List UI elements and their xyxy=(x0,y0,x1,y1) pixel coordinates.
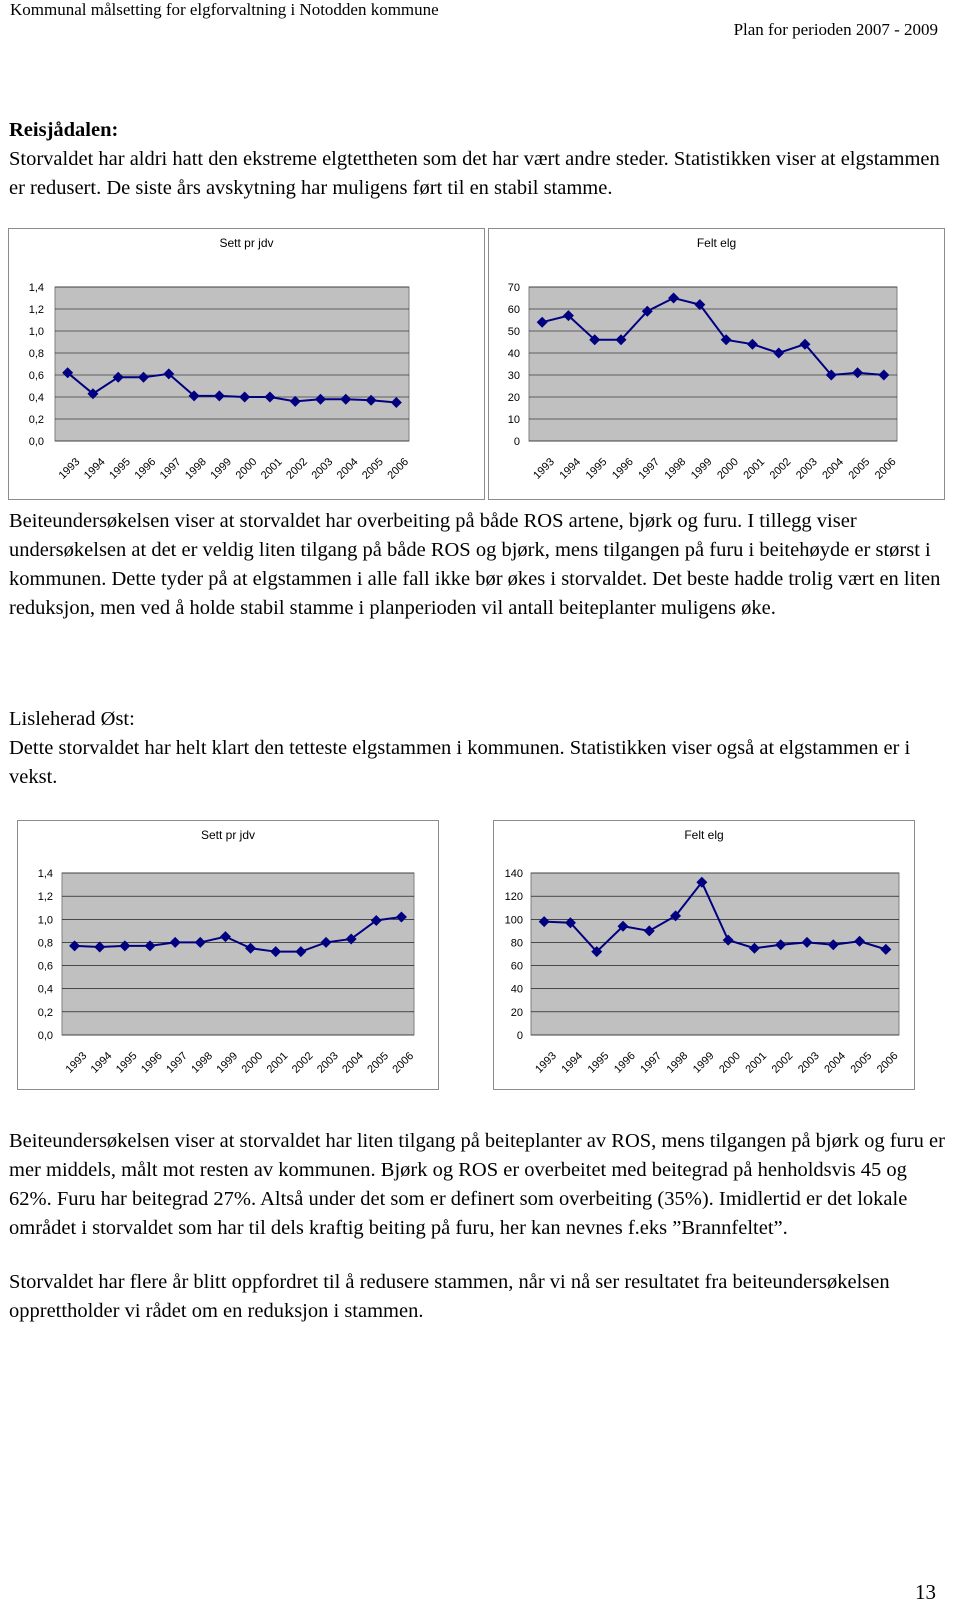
y-tick-label: 60 xyxy=(507,304,520,316)
y-tick-label: 60 xyxy=(510,960,523,973)
section-lisleherad-body-2: Storvaldet har flere år blitt oppfordret til å redusere stammen, når vi nå ser resultatet fra beiteundersøkelsen opprettholder vi rådet om en reduksjon i stammen. xyxy=(9,1271,890,1322)
y-tick-label: 40 xyxy=(510,983,523,996)
x-tick-label: 1999 xyxy=(690,1049,717,1076)
x-tick-label: 2006 xyxy=(390,1049,417,1076)
x-tick-label: 2002 xyxy=(289,1049,316,1076)
section-lisleherad-body-1: Beiteundersøkelsen viser at storvaldet har liten tilgang på beiteplanter av ROS, mens tilgangen på bjørk og furu er mer middels, målt mot resten av kommunen. Bjørk og ROS er overbeitet med beitegrad på henholdsvis 45 og 62%. Furu har beitegrad 27%. Altså under det som er definert som overbeiting (35%). Imidlertid er det lokale området i storvaldet som har til dels kraftig beiting på furu, her kan nevnes f.eks ”Brannfeltet”. xyxy=(9,1130,945,1239)
chart-title: Sett pr jdv xyxy=(219,236,274,250)
y-tick-label: 0,4 xyxy=(28,392,44,404)
x-tick-label: 1995 xyxy=(113,1049,140,1076)
y-tick-label: 1,4 xyxy=(28,282,44,294)
x-tick-label: 2005 xyxy=(360,455,386,482)
chart-felt-elg-2 xyxy=(493,820,915,1090)
y-tick-label: 0,2 xyxy=(37,1006,53,1019)
chart-title: Sett pr jdv xyxy=(200,828,256,842)
y-tick-label: 0,2 xyxy=(28,414,44,426)
plot-area xyxy=(531,873,899,1035)
page-number: 13 xyxy=(915,1580,936,1604)
chart-title: Felt elg xyxy=(696,236,737,250)
x-tick-label: 2001 xyxy=(258,455,285,482)
section-heading: Reisjådalen: xyxy=(9,119,119,141)
x-tick-label: 2001 xyxy=(741,455,768,482)
x-tick-label: 1994 xyxy=(88,1049,115,1076)
x-tick-label: 2003 xyxy=(309,455,336,482)
y-tick-label: 100 xyxy=(504,914,523,927)
y-tick-label: 80 xyxy=(510,937,523,950)
x-tick-label: 1997 xyxy=(164,1049,190,1076)
x-tick-label: 1993 xyxy=(533,1049,559,1076)
x-tick-label: 2006 xyxy=(872,455,899,482)
x-tick-label: 1999 xyxy=(688,455,715,482)
plot-area xyxy=(529,287,897,441)
x-tick-label: 2004 xyxy=(334,455,361,482)
x-tick-label: 1993 xyxy=(56,455,83,482)
x-tick-label: 1993 xyxy=(63,1049,90,1076)
x-tick-label: 2002 xyxy=(767,455,794,482)
y-tick-label: 1,0 xyxy=(28,326,44,338)
section-lisleherad xyxy=(9,705,949,792)
x-tick-label: 1996 xyxy=(132,455,159,482)
x-tick-label: 2002 xyxy=(284,455,310,482)
x-tick-label: 1999 xyxy=(208,455,235,482)
y-tick-label: 0,6 xyxy=(37,960,53,973)
x-tick-label: 2006 xyxy=(385,455,412,482)
section-reisjadalen xyxy=(9,116,949,203)
y-tick-label: 20 xyxy=(507,392,520,404)
x-tick-label: 1994 xyxy=(557,455,584,482)
y-tick-label: 140 xyxy=(504,868,523,880)
x-tick-label: 2000 xyxy=(717,1049,743,1076)
x-tick-label: 1998 xyxy=(183,455,209,482)
x-tick-label: 2005 xyxy=(848,1049,875,1076)
x-tick-label: 2003 xyxy=(793,455,820,482)
y-tick-label: 30 xyxy=(507,370,520,382)
x-tick-label: 1997 xyxy=(636,455,663,482)
chart-title: Felt elg xyxy=(684,828,724,842)
y-tick-label: 70 xyxy=(507,282,520,294)
x-tick-label: 1995 xyxy=(583,455,610,482)
section-reisjadalen-body: Beiteundersøkelsen viser at storvaldet har overbeiting på både ROS artene, bjørk og furu. I tillegg viser undersøkelsen at det er veldig liten tilgang på både ROS og bjørk, mens tilgangen på furu i beitehøyde er størst i kommunen. Dette tyder på at elgstammen i alle fall ikke bør økes i storvaldet. Det beste hadde trolig vært en liten reduksjon, men ved å holde stabil stamme i planperioden vil antall beiteplanter muligens øke. xyxy=(9,510,941,619)
x-tick-label: 2003 xyxy=(795,1049,822,1076)
y-tick-label: 0,8 xyxy=(28,348,44,360)
y-tick-label: 0,0 xyxy=(37,1030,53,1042)
y-tick-label: 0,0 xyxy=(28,436,44,448)
x-tick-label: 1995 xyxy=(585,1049,612,1076)
x-tick-label: 2005 xyxy=(365,1049,392,1076)
x-tick-label: 1998 xyxy=(662,455,689,482)
y-tick-label: 1,4 xyxy=(37,868,53,880)
x-tick-label: 2000 xyxy=(233,455,260,482)
x-tick-label: 1994 xyxy=(81,455,108,482)
x-tick-label: 1994 xyxy=(559,1049,586,1076)
x-tick-label: 1998 xyxy=(664,1049,691,1076)
x-tick-label: 2001 xyxy=(264,1049,291,1076)
y-tick-label: 1,2 xyxy=(28,304,44,316)
header-title: Kommunal målsetting for elgforvaltning i Notodden kommune xyxy=(10,0,439,19)
x-tick-label: 2002 xyxy=(769,1049,796,1076)
x-tick-label: 1996 xyxy=(611,1049,638,1076)
y-tick-label: 1,2 xyxy=(37,891,53,904)
y-tick-label: 40 xyxy=(507,348,520,360)
chart-felt-elg-1 xyxy=(488,228,945,500)
plot-area xyxy=(55,287,409,441)
x-tick-label: 2000 xyxy=(239,1049,266,1076)
y-tick-label: 20 xyxy=(510,1006,523,1019)
x-tick-label: 2003 xyxy=(314,1049,341,1076)
x-tick-label: 1998 xyxy=(189,1049,216,1076)
section-intro: Storvaldet har aldri hatt den ekstreme elgtettheten som det har vært andre steder. Statistikken viser at elgstammen er redusert. De siste års avskytning har muligens ført til en stabil stamme. xyxy=(9,148,940,199)
y-tick-label: 50 xyxy=(507,326,520,338)
y-tick-label: 0,4 xyxy=(37,983,53,996)
x-tick-label: 1997 xyxy=(638,1049,665,1076)
y-tick-label: 120 xyxy=(504,891,523,904)
x-tick-label: 2005 xyxy=(846,455,873,482)
y-tick-label: 10 xyxy=(507,414,520,426)
x-tick-label: 1996 xyxy=(609,455,636,482)
header-period: Plan for perioden 2007 - 2009 xyxy=(733,20,938,39)
x-tick-label: 1995 xyxy=(107,455,133,482)
x-tick-label: 2004 xyxy=(820,455,847,482)
plot-area xyxy=(62,873,414,1035)
x-tick-label: 1997 xyxy=(157,455,184,482)
y-tick-label: 0 xyxy=(516,1030,523,1042)
chart-sett-pr-jdv-1 xyxy=(8,228,485,500)
x-tick-label: 2004 xyxy=(822,1049,849,1076)
x-tick-label: 2006 xyxy=(874,1049,901,1076)
y-tick-label: 0,8 xyxy=(37,937,53,950)
y-tick-label: 1,0 xyxy=(37,914,53,927)
y-tick-label: 0,6 xyxy=(28,370,44,382)
x-tick-label: 1999 xyxy=(214,1049,241,1076)
x-tick-label: 2004 xyxy=(340,1049,366,1076)
section-heading: Lisleherad Øst: xyxy=(9,708,135,730)
x-tick-label: 2000 xyxy=(715,455,741,482)
x-tick-label: 2001 xyxy=(743,1049,770,1076)
y-tick-label: 0 xyxy=(513,436,520,448)
x-tick-label: 1996 xyxy=(138,1049,165,1076)
chart-sett-pr-jdv-2 xyxy=(17,820,439,1090)
x-tick-label: 1993 xyxy=(531,455,557,482)
section-intro: Dette storvaldet har helt klart den tetteste elgstammen i kommunen. Statistikken viser også at elgstammen er i vekst. xyxy=(9,737,911,788)
